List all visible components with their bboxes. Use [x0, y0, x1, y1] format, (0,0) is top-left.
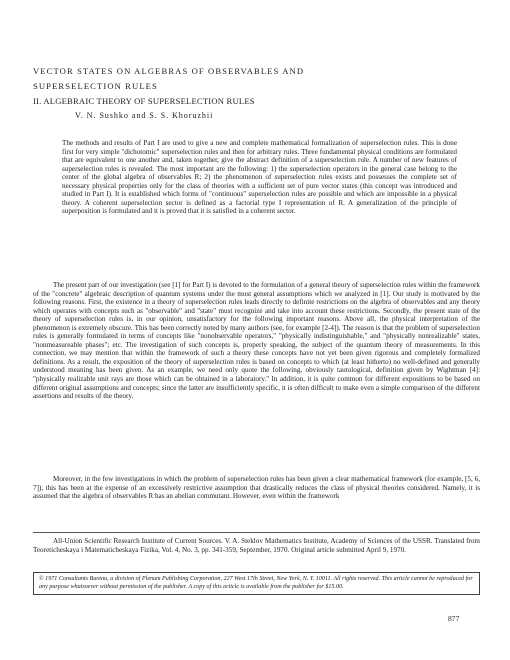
copyright-notice: © 1971 Consultants Bureau, a division of Plenum Publishing Corporation, 227 West 17th Street, New York, N. Y. 10011. All rights reserved. This article cannot be reproduced for any purpose whatsoever without permission of the publisher. A copy of this article is available from the publisher for $15.00.: [33, 572, 480, 595]
paragraph-text: Moreover, in the few investigations in which the problem of superselection rules has been given a clear mathematical framework (for example, [5, 6, 7]), this has been at the expense of an excessively restrictive assumption that drastically reduces the class of physical theories considered. Namely, it is assumed that the algebra of observables R has an abelian commutant. However, even within the framework: [33, 475, 480, 501]
page-number: 877: [448, 614, 460, 623]
footnote-affiliation: All-Union Scientific Research Institute of Current Sources. V. A. Steklov Mathematics Institute, Academy of Sciences of the USSR. Translated from Teoreticheskaya i Matematicheskaya Fizika, Vol. 4, No. 3, pp. 341-359, September, 1970. Original article submitted April 9, 1970.: [33, 537, 480, 554]
body-paragraph-1: [33, 281, 480, 401]
paragraph-text: The present part of our investigation (see [1] for Part I) is devoted to the formulation of a general theory of superselection rules within the framework of the "concrete" algebraic description of quantum systems under the most general assumptions which we analyzed in [1]. Our study is motivated by the following reasons. First, the existence in a theory of superselection rules leads directly to definite restrictions on the algebra of observables and any theory which operates with concepts such as "observable" and "state" must recognize and take into account these restrictions. Secondly, the present state of the theory of superselection rules is, in our opinion, unsatisfactory for the following important reasons. Above all, the physical interpretation of the phenomenon is extremely obscure. This has been correctly noted by many authors (see, for example [2-4]). The reason is that the problem of superselection rules is generally formulated in terms of concepts like "nonobservable operators," "physically indistinguishable," and "physically nonrealizable" states, "nonmeasureable phases"; etc. The investigation of such concepts is, properly speaking, the subject of the quantum theory of measurements. In this connection, we may mention that within the framework of such a theory these concepts have not yet been given rigorous and completely formalized definitions. As a result, the exposition of the theory of superselection rules is based on concepts to which (at least hitherto) no well-defined and generally understood meaning has been given. As an example, we need only quote the following, obviously tautological, definition given by Wightman [4]: "physically realizable unit rays are those which can be obtained in a laboratory." In addition, it is quite common for different expositions to be based on different original assumptions and concepts; since the latter are insufficiently specific, it is often difficult to make even a simple comparison of the different assertions and results of the theory.: [33, 281, 480, 401]
title-line-2: SUPERSELECTION RULES: [33, 81, 158, 91]
title-line-1: VECTOR STATES ON ALGEBRAS OF OBSERVABLES AND: [33, 66, 305, 76]
footnote-divider: [33, 532, 480, 533]
footnote: [33, 537, 480, 554]
body-paragraph-2: [33, 475, 480, 501]
abstract: The methods and results of Part I are used to give a new and complete mathematical formalization of superselection rules. This is done first for very simple "dichotomic" superselection rules and then for arbitrary rules. Three fundamental physical conditions are formulated that are equivalent to one another and, taken together, give the abstract definition of a superselection rule. A number of new features of superselection rules is revealed. The most important are the following: 1) the superselection operators in the general case belong to the center of the global algebra of observables R; 2) the phenomenon of superselection rules exists and possesses the complete set of necessary physical properties only for the class of theories with a sufficient set of pure vector states (this concept was introduced and studied in Part I). It is established which forms of "continuous" superselection rules are possible and which are impossible in a physical theory. A coherent superselection sector is defined as a factorial type I representation of R. A generalization of the principle of superposition is formulated and it is proved that it is satisfied in a coherent sector.: [62, 139, 457, 216]
part-title: II. ALGEBRAIC THEORY OF SUPERSELECTION RULES: [33, 96, 255, 106]
authors: V. N. Sushko and S. S. Khoruzhii: [75, 111, 214, 120]
